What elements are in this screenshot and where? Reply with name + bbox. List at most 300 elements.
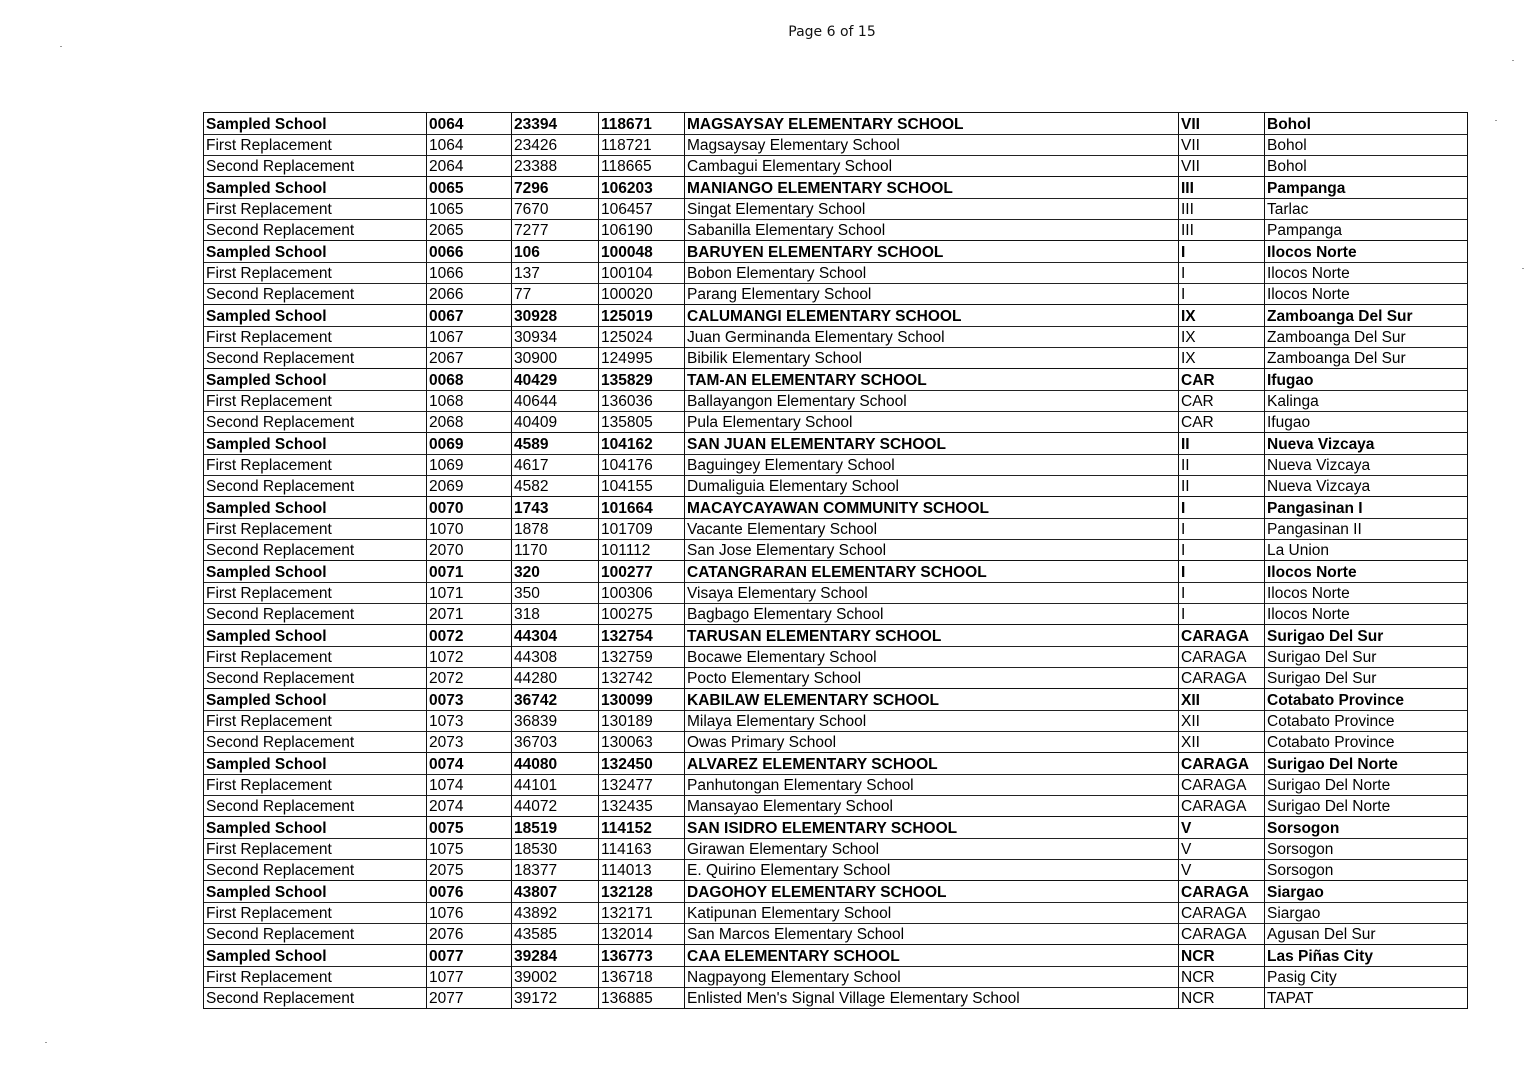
- school-type-cell: Sampled School: [204, 241, 427, 263]
- school-name-cell: E. Quirino Elementary School: [685, 860, 1179, 881]
- school-id-a-cell: 36703: [512, 732, 599, 753]
- region-cell: I: [1179, 561, 1265, 583]
- school-type-cell: First Replacement: [204, 839, 427, 860]
- division-cell: Ilocos Norte: [1265, 604, 1468, 625]
- school-type-cell: First Replacement: [204, 263, 427, 284]
- division-cell: Pampanga: [1265, 177, 1468, 199]
- school-id-a-cell: 44072: [512, 796, 599, 817]
- school-type-cell: First Replacement: [204, 135, 427, 156]
- school-name-cell: CATANGRARAN ELEMENTARY SCHOOL: [685, 561, 1179, 583]
- school-name-cell: Magsaysay Elementary School: [685, 135, 1179, 156]
- page-number-header: Page 6 of 15: [788, 24, 876, 40]
- school-id-b-cell: 132759: [599, 647, 685, 668]
- school-id-b-cell: 130099: [599, 689, 685, 711]
- region-cell: XII: [1179, 732, 1265, 753]
- sampled-school-row: [204, 369, 1468, 391]
- school-type-cell: Second Replacement: [204, 220, 427, 241]
- school-id-a-cell: 43585: [512, 924, 599, 945]
- school-name-cell: Parang Elementary School: [685, 284, 1179, 305]
- school-type-cell: Sampled School: [204, 177, 427, 199]
- region-cell: CARAGA: [1179, 668, 1265, 689]
- school-id-a-cell: 137: [512, 263, 599, 284]
- second-replacement-row: [204, 284, 1468, 305]
- school-id-b-cell: 136773: [599, 945, 685, 967]
- code-cell: 2069: [427, 476, 512, 497]
- school-type-cell: First Replacement: [204, 647, 427, 668]
- scan-speck: [45, 1042, 47, 1043]
- school-id-a-cell: 44080: [512, 753, 599, 775]
- code-cell: 1076: [427, 903, 512, 924]
- school-id-b-cell: 132014: [599, 924, 685, 945]
- region-cell: CAR: [1179, 369, 1265, 391]
- region-cell: CARAGA: [1179, 625, 1265, 647]
- school-id-b-cell: 100275: [599, 604, 685, 625]
- region-cell: VII: [1179, 135, 1265, 156]
- school-name-cell: BARUYEN ELEMENTARY SCHOOL: [685, 241, 1179, 263]
- school-name-cell: ALVAREZ ELEMENTARY SCHOOL: [685, 753, 1179, 775]
- school-type-cell: First Replacement: [204, 455, 427, 476]
- school-id-b-cell: 136885: [599, 988, 685, 1009]
- school-id-b-cell: 106190: [599, 220, 685, 241]
- first-replacement-row: [204, 775, 1468, 796]
- region-cell: CARAGA: [1179, 881, 1265, 903]
- school-id-b-cell: 125024: [599, 327, 685, 348]
- school-type-cell: Sampled School: [204, 945, 427, 967]
- school-id-a-cell: 7277: [512, 220, 599, 241]
- code-cell: 2064: [427, 156, 512, 177]
- school-name-cell: Mansayao Elementary School: [685, 796, 1179, 817]
- first-replacement-row: [204, 455, 1468, 476]
- division-cell: Zamboanga Del Sur: [1265, 305, 1468, 327]
- school-name-cell: Bocawe Elementary School: [685, 647, 1179, 668]
- region-cell: II: [1179, 455, 1265, 476]
- school-type-cell: First Replacement: [204, 199, 427, 220]
- school-id-b-cell: 114163: [599, 839, 685, 860]
- school-id-b-cell: 106457: [599, 199, 685, 220]
- region-cell: CARAGA: [1179, 753, 1265, 775]
- code-cell: 2076: [427, 924, 512, 945]
- school-type-cell: First Replacement: [204, 775, 427, 796]
- scan-speck: [60, 46, 62, 47]
- school-name-cell: Katipunan Elementary School: [685, 903, 1179, 924]
- school-name-cell: TARUSAN ELEMENTARY SCHOOL: [685, 625, 1179, 647]
- school-id-a-cell: 7296: [512, 177, 599, 199]
- school-type-cell: Sampled School: [204, 305, 427, 327]
- sampled-school-row: [204, 433, 1468, 455]
- second-replacement-row: [204, 732, 1468, 753]
- sampled-school-row: [204, 561, 1468, 583]
- school-name-cell: Bibilik Elementary School: [685, 348, 1179, 369]
- school-id-a-cell: 39284: [512, 945, 599, 967]
- region-cell: II: [1179, 433, 1265, 455]
- school-type-cell: Second Replacement: [204, 156, 427, 177]
- first-replacement-row: [204, 199, 1468, 220]
- school-id-b-cell: 101709: [599, 519, 685, 540]
- school-name-cell: Panhutongan Elementary School: [685, 775, 1179, 796]
- school-name-cell: Singat Elementary School: [685, 199, 1179, 220]
- code-cell: 0072: [427, 625, 512, 647]
- division-cell: Zamboanga Del Sur: [1265, 327, 1468, 348]
- school-id-b-cell: 118665: [599, 156, 685, 177]
- scan-speck: [1512, 60, 1514, 61]
- school-name-cell: Bobon Elementary School: [685, 263, 1179, 284]
- school-id-a-cell: 4589: [512, 433, 599, 455]
- region-cell: IX: [1179, 327, 1265, 348]
- division-cell: Ifugao: [1265, 412, 1468, 433]
- region-cell: NCR: [1179, 967, 1265, 988]
- school-type-cell: Sampled School: [204, 753, 427, 775]
- division-cell: Pampanga: [1265, 220, 1468, 241]
- school-id-a-cell: 7670: [512, 199, 599, 220]
- school-name-cell: Nagpayong Elementary School: [685, 967, 1179, 988]
- school-replacement-table: [203, 112, 1468, 1009]
- school-name-cell: Cambagui Elementary School: [685, 156, 1179, 177]
- division-cell: Siargao: [1265, 903, 1468, 924]
- code-cell: 0064: [427, 113, 512, 135]
- school-id-b-cell: 132477: [599, 775, 685, 796]
- school-name-cell: Visaya Elementary School: [685, 583, 1179, 604]
- region-cell: CAR: [1179, 391, 1265, 412]
- sampled-school-row: [204, 817, 1468, 839]
- region-cell: I: [1179, 540, 1265, 561]
- school-type-cell: Second Replacement: [204, 668, 427, 689]
- region-cell: NCR: [1179, 988, 1265, 1009]
- first-replacement-row: [204, 711, 1468, 732]
- second-replacement-row: [204, 604, 1468, 625]
- school-name-cell: Owas Primary School: [685, 732, 1179, 753]
- division-cell: Siargao: [1265, 881, 1468, 903]
- code-cell: 1077: [427, 967, 512, 988]
- division-cell: Cotabato Province: [1265, 689, 1468, 711]
- school-name-cell: Dumaliguia Elementary School: [685, 476, 1179, 497]
- region-cell: CARAGA: [1179, 647, 1265, 668]
- code-cell: 2066: [427, 284, 512, 305]
- school-type-cell: Second Replacement: [204, 412, 427, 433]
- region-cell: XII: [1179, 711, 1265, 732]
- division-cell: Nueva Vizcaya: [1265, 433, 1468, 455]
- sampled-school-row: [204, 497, 1468, 519]
- school-id-b-cell: 130189: [599, 711, 685, 732]
- school-type-cell: Second Replacement: [204, 540, 427, 561]
- sampled-school-row: [204, 625, 1468, 647]
- school-id-a-cell: 18377: [512, 860, 599, 881]
- school-id-b-cell: 135829: [599, 369, 685, 391]
- first-replacement-row: [204, 263, 1468, 284]
- school-name-cell: SAN JUAN ELEMENTARY SCHOOL: [685, 433, 1179, 455]
- region-cell: V: [1179, 860, 1265, 881]
- code-cell: 1067: [427, 327, 512, 348]
- school-name-cell: Bagbago Elementary School: [685, 604, 1179, 625]
- school-name-cell: DAGOHOY ELEMENTARY SCHOOL: [685, 881, 1179, 903]
- second-replacement-row: [204, 220, 1468, 241]
- division-cell: Ifugao: [1265, 369, 1468, 391]
- school-id-a-cell: 318: [512, 604, 599, 625]
- first-replacement-row: [204, 519, 1468, 540]
- code-cell: 2067: [427, 348, 512, 369]
- division-cell: Ilocos Norte: [1265, 561, 1468, 583]
- school-name-cell: Pula Elementary School: [685, 412, 1179, 433]
- division-cell: TAPAT: [1265, 988, 1468, 1009]
- code-cell: 0077: [427, 945, 512, 967]
- school-type-cell: Second Replacement: [204, 796, 427, 817]
- school-id-a-cell: 36839: [512, 711, 599, 732]
- division-cell: Pangasinan II: [1265, 519, 1468, 540]
- division-cell: Ilocos Norte: [1265, 583, 1468, 604]
- school-type-cell: First Replacement: [204, 711, 427, 732]
- school-type-cell: Second Replacement: [204, 348, 427, 369]
- school-id-b-cell: 132450: [599, 753, 685, 775]
- region-cell: CARAGA: [1179, 903, 1265, 924]
- school-name-cell: CAA ELEMENTARY SCHOOL: [685, 945, 1179, 967]
- school-id-a-cell: 4582: [512, 476, 599, 497]
- code-cell: 0067: [427, 305, 512, 327]
- school-type-cell: Sampled School: [204, 497, 427, 519]
- second-replacement-row: [204, 412, 1468, 433]
- first-replacement-row: [204, 135, 1468, 156]
- code-cell: 1069: [427, 455, 512, 476]
- second-replacement-row: [204, 860, 1468, 881]
- code-cell: 1065: [427, 199, 512, 220]
- school-id-a-cell: 30934: [512, 327, 599, 348]
- division-cell: Cotabato Province: [1265, 732, 1468, 753]
- code-cell: 2072: [427, 668, 512, 689]
- code-cell: 0066: [427, 241, 512, 263]
- code-cell: 2074: [427, 796, 512, 817]
- school-id-a-cell: 1743: [512, 497, 599, 519]
- region-cell: CARAGA: [1179, 796, 1265, 817]
- school-id-b-cell: 100306: [599, 583, 685, 604]
- second-replacement-row: [204, 924, 1468, 945]
- region-cell: I: [1179, 241, 1265, 263]
- code-cell: 1066: [427, 263, 512, 284]
- school-type-cell: Second Replacement: [204, 988, 427, 1009]
- school-id-b-cell: 125019: [599, 305, 685, 327]
- code-cell: 2065: [427, 220, 512, 241]
- division-cell: Zamboanga Del Sur: [1265, 348, 1468, 369]
- school-type-cell: Sampled School: [204, 625, 427, 647]
- division-cell: Sorsogon: [1265, 860, 1468, 881]
- school-name-cell: MACAYCAYAWAN COMMUNITY SCHOOL: [685, 497, 1179, 519]
- region-cell: CAR: [1179, 412, 1265, 433]
- school-id-b-cell: 101112: [599, 540, 685, 561]
- school-name-cell: Pocto Elementary School: [685, 668, 1179, 689]
- region-cell: NCR: [1179, 945, 1265, 967]
- region-cell: VII: [1179, 113, 1265, 135]
- second-replacement-row: [204, 988, 1468, 1009]
- school-id-a-cell: 39172: [512, 988, 599, 1009]
- school-id-a-cell: 43892: [512, 903, 599, 924]
- school-type-cell: Second Replacement: [204, 924, 427, 945]
- first-replacement-row: [204, 839, 1468, 860]
- school-id-b-cell: 118671: [599, 113, 685, 135]
- division-cell: Surigao Del Norte: [1265, 796, 1468, 817]
- school-id-a-cell: 106: [512, 241, 599, 263]
- table-body: [204, 113, 1468, 1009]
- school-id-b-cell: 132742: [599, 668, 685, 689]
- code-cell: 0074: [427, 753, 512, 775]
- sampled-school-row: [204, 881, 1468, 903]
- region-cell: III: [1179, 177, 1265, 199]
- school-type-cell: Sampled School: [204, 113, 427, 135]
- code-cell: 0068: [427, 369, 512, 391]
- second-replacement-row: [204, 540, 1468, 561]
- code-cell: 0070: [427, 497, 512, 519]
- school-id-b-cell: 100104: [599, 263, 685, 284]
- school-id-a-cell: 30900: [512, 348, 599, 369]
- school-id-a-cell: 43807: [512, 881, 599, 903]
- sampled-school-row: [204, 753, 1468, 775]
- second-replacement-row: [204, 668, 1468, 689]
- division-cell: Surigao Del Sur: [1265, 625, 1468, 647]
- first-replacement-row: [204, 903, 1468, 924]
- school-name-cell: Vacante Elementary School: [685, 519, 1179, 540]
- division-cell: Ilocos Norte: [1265, 263, 1468, 284]
- sampled-school-row: [204, 113, 1468, 135]
- school-id-b-cell: 136718: [599, 967, 685, 988]
- school-name-cell: TAM-AN ELEMENTARY SCHOOL: [685, 369, 1179, 391]
- sampled-school-row: [204, 305, 1468, 327]
- school-name-cell: MAGSAYSAY ELEMENTARY SCHOOL: [685, 113, 1179, 135]
- school-id-a-cell: 44308: [512, 647, 599, 668]
- school-id-b-cell: 101664: [599, 497, 685, 519]
- sampled-school-row: [204, 177, 1468, 199]
- first-replacement-row: [204, 647, 1468, 668]
- division-cell: Bohol: [1265, 113, 1468, 135]
- division-cell: Bohol: [1265, 156, 1468, 177]
- school-id-b-cell: 104155: [599, 476, 685, 497]
- school-name-cell: Milaya Elementary School: [685, 711, 1179, 732]
- code-cell: 1073: [427, 711, 512, 732]
- first-replacement-row: [204, 583, 1468, 604]
- division-cell: Ilocos Norte: [1265, 241, 1468, 263]
- school-type-cell: Sampled School: [204, 817, 427, 839]
- school-id-a-cell: 39002: [512, 967, 599, 988]
- school-type-cell: Second Replacement: [204, 732, 427, 753]
- region-cell: I: [1179, 497, 1265, 519]
- division-cell: Surigao Del Sur: [1265, 647, 1468, 668]
- region-cell: VII: [1179, 156, 1265, 177]
- second-replacement-row: [204, 796, 1468, 817]
- code-cell: 0069: [427, 433, 512, 455]
- school-name-cell: SAN ISIDRO ELEMENTARY SCHOOL: [685, 817, 1179, 839]
- scan-speck: [1495, 120, 1497, 121]
- code-cell: 0065: [427, 177, 512, 199]
- code-cell: 1074: [427, 775, 512, 796]
- code-cell: 2068: [427, 412, 512, 433]
- division-cell: Nueva Vizcaya: [1265, 455, 1468, 476]
- school-id-a-cell: 44280: [512, 668, 599, 689]
- code-cell: 1071: [427, 583, 512, 604]
- school-id-a-cell: 1878: [512, 519, 599, 540]
- code-cell: 0073: [427, 689, 512, 711]
- school-id-a-cell: 36742: [512, 689, 599, 711]
- division-cell: Pangasinan I: [1265, 497, 1468, 519]
- region-cell: IX: [1179, 348, 1265, 369]
- division-cell: Nueva Vizcaya: [1265, 476, 1468, 497]
- division-cell: Surigao Del Sur: [1265, 668, 1468, 689]
- school-type-cell: Second Replacement: [204, 604, 427, 625]
- division-cell: Surigao Del Norte: [1265, 775, 1468, 796]
- school-type-cell: First Replacement: [204, 327, 427, 348]
- division-cell: La Union: [1265, 540, 1468, 561]
- school-type-cell: Sampled School: [204, 369, 427, 391]
- region-cell: I: [1179, 519, 1265, 540]
- region-cell: I: [1179, 263, 1265, 284]
- division-cell: Cotabato Province: [1265, 711, 1468, 732]
- region-cell: I: [1179, 583, 1265, 604]
- division-cell: Las Piñas City: [1265, 945, 1468, 967]
- school-type-cell: First Replacement: [204, 519, 427, 540]
- school-type-cell: First Replacement: [204, 583, 427, 604]
- division-cell: Ilocos Norte: [1265, 284, 1468, 305]
- school-type-cell: Second Replacement: [204, 476, 427, 497]
- division-cell: Bohol: [1265, 135, 1468, 156]
- code-cell: 1075: [427, 839, 512, 860]
- code-cell: 0075: [427, 817, 512, 839]
- region-cell: III: [1179, 220, 1265, 241]
- code-cell: 2073: [427, 732, 512, 753]
- school-name-cell: KABILAW ELEMENTARY SCHOOL: [685, 689, 1179, 711]
- school-id-a-cell: 1170: [512, 540, 599, 561]
- region-cell: XII: [1179, 689, 1265, 711]
- first-replacement-row: [204, 327, 1468, 348]
- school-id-b-cell: 132435: [599, 796, 685, 817]
- school-id-a-cell: 23426: [512, 135, 599, 156]
- division-cell: Tarlac: [1265, 199, 1468, 220]
- region-cell: V: [1179, 839, 1265, 860]
- division-cell: Sorsogon: [1265, 817, 1468, 839]
- school-type-cell: Sampled School: [204, 881, 427, 903]
- school-name-cell: CALUMANGI ELEMENTARY SCHOOL: [685, 305, 1179, 327]
- region-cell: I: [1179, 284, 1265, 305]
- code-cell: 2071: [427, 604, 512, 625]
- school-id-b-cell: 100048: [599, 241, 685, 263]
- school-name-cell: Baguingey Elementary School: [685, 455, 1179, 476]
- school-id-a-cell: 44101: [512, 775, 599, 796]
- school-id-b-cell: 104176: [599, 455, 685, 476]
- school-id-b-cell: 124995: [599, 348, 685, 369]
- school-name-cell: Sabanilla Elementary School: [685, 220, 1179, 241]
- region-cell: CARAGA: [1179, 924, 1265, 945]
- school-id-b-cell: 130063: [599, 732, 685, 753]
- code-cell: 2077: [427, 988, 512, 1009]
- school-id-a-cell: 44304: [512, 625, 599, 647]
- school-id-b-cell: 100020: [599, 284, 685, 305]
- second-replacement-row: [204, 476, 1468, 497]
- code-cell: 2070: [427, 540, 512, 561]
- division-cell: Agusan Del Sur: [1265, 924, 1468, 945]
- school-type-cell: Sampled School: [204, 689, 427, 711]
- school-id-b-cell: 132128: [599, 881, 685, 903]
- school-name-cell: San Jose Elementary School: [685, 540, 1179, 561]
- region-cell: III: [1179, 199, 1265, 220]
- code-cell: 1064: [427, 135, 512, 156]
- school-name-cell: Juan Germinanda Elementary School: [685, 327, 1179, 348]
- code-cell: 1072: [427, 647, 512, 668]
- school-id-b-cell: 118721: [599, 135, 685, 156]
- division-cell: Kalinga: [1265, 391, 1468, 412]
- first-replacement-row: [204, 967, 1468, 988]
- school-id-a-cell: 350: [512, 583, 599, 604]
- school-name-cell: MANIANGO ELEMENTARY SCHOOL: [685, 177, 1179, 199]
- sampled-school-row: [204, 241, 1468, 263]
- region-cell: V: [1179, 817, 1265, 839]
- school-type-cell: First Replacement: [204, 903, 427, 924]
- school-type-cell: Sampled School: [204, 561, 427, 583]
- region-cell: IX: [1179, 305, 1265, 327]
- school-id-a-cell: 18530: [512, 839, 599, 860]
- school-type-cell: First Replacement: [204, 391, 427, 412]
